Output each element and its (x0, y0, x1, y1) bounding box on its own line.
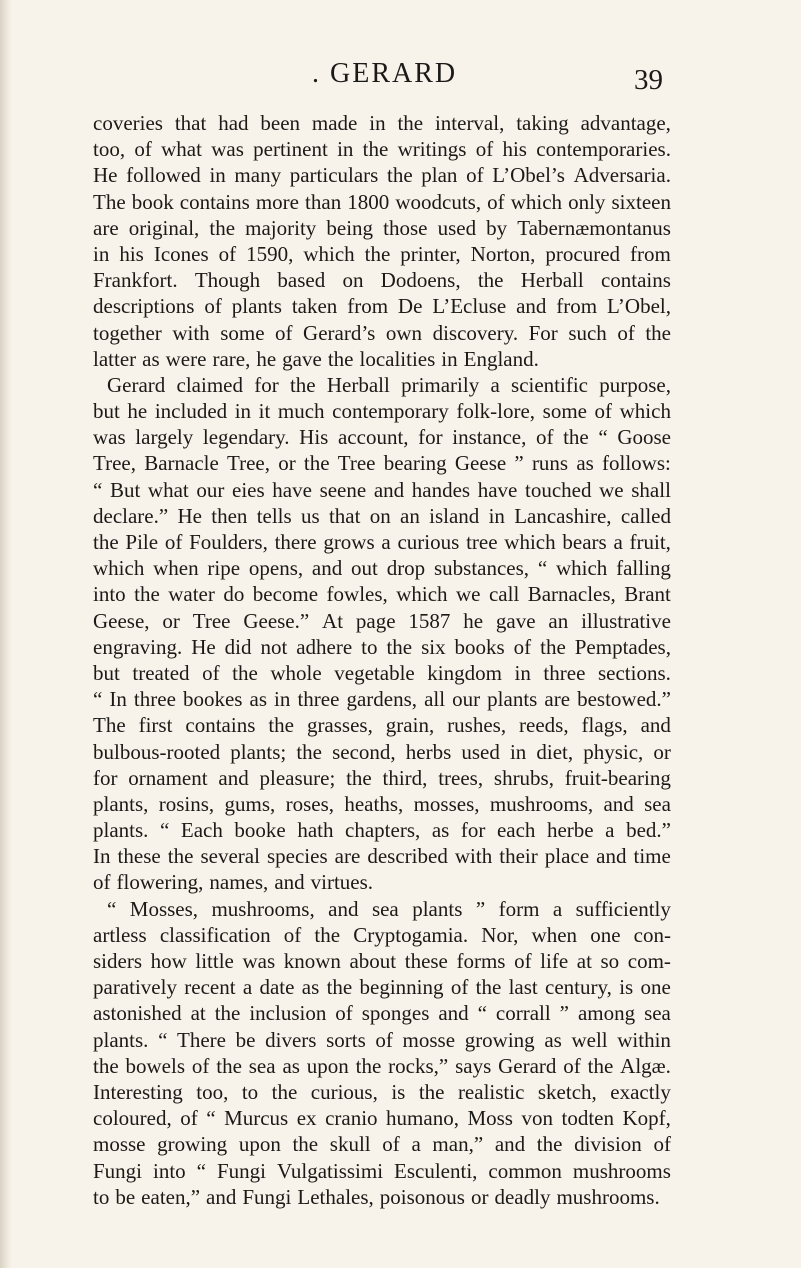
text-line: declare.” He then tells us that on an island in Lancashire, called (93, 503, 671, 528)
italic-title: Adversaria. (573, 163, 671, 188)
text-line: latter as were rare, he gave the localities in England. (93, 346, 539, 371)
text-line: astonished at the inclusion of sponges and “ corrall ” among sea (93, 1001, 671, 1026)
text-line: engraving. He did not adhere to the six books of the Pemptades, (93, 634, 671, 659)
text-line: In these the several species are described with their place and time (93, 844, 671, 869)
text-line: was largely legendary. His account, for instance, of the “ Goose (93, 425, 671, 450)
text-line: He followed in many particulars the plan of L’Obel’s Adversaria. (93, 163, 671, 188)
text-line: siders how little was known about these forms of life at so com- (93, 949, 671, 973)
text-line: to be eaten,” and Fungi Lethales, poisonous or deadly mushrooms. (93, 1184, 660, 1209)
italic-title: Herball (326, 372, 390, 397)
text-line: “ Mosses, mushrooms, and sea plants ” form a sufficiently (107, 896, 671, 921)
text-line: “ In three bookes as in three gardens, all our plants are bestowed.” (93, 687, 671, 712)
page-header (0, 58, 801, 98)
text-line: but he included in it much contemporary folk-lore, some of which (93, 399, 671, 424)
page-edge-shadow (0, 0, 12, 1268)
text-line: plants. “ There be divers sorts of mosse growing as well within (93, 1027, 671, 1052)
text-line: artless classification of the Cryptogamia. Nor, when one con- (93, 922, 671, 947)
text-line: plants. “ Each booke hath chapters, as for each herbe a bed.” (93, 818, 671, 843)
italic-title: Icones (153, 241, 209, 266)
text-line: together with some of Gerard’s own discovery. For such of the (93, 320, 671, 345)
text-line: Fungi into “ Fungi Vulgatissimi Esculenti, common mushrooms (93, 1158, 671, 1183)
text-line: the bowels of the sea as upon the rocks,” says Gerard of the Algæ. (93, 1053, 671, 1078)
text-line: mosse growing upon the skull of a man,” and the division of (93, 1132, 671, 1157)
text-line: into the water do become fowles, which we call Barnacles, Brant (93, 582, 671, 607)
text-line: descriptions of plants taken from De L’Ecluse and from L’Obel, (93, 294, 671, 319)
text-line: Interesting too, to the curious, is the realistic sketch, exactly (93, 1079, 671, 1104)
text-line: coloured, of “ Murcus ex cranio humano, Moss von todten Kopf, (93, 1106, 671, 1131)
text-line: Tree, Barnacle Tree, or the Tree bearing Geese ” runs as follows: (93, 451, 671, 476)
text-line: are original, the majority being those used by Tabernæmontanus (93, 215, 671, 240)
text-line: “ But what our eies have seene and handes have touched we shall (93, 477, 671, 502)
page-number: 39 (634, 64, 663, 96)
text-line: too, of what was pertinent in the writings of his contemporaries. (93, 137, 671, 162)
text-line: of flowering, names, and virtues. (93, 870, 374, 895)
text-line: the Pile of Foulders, there grows a curious tree which bears a fruit, (93, 530, 671, 554)
text-line: Geese, or Tree Geese.” At page 1587 he gave an illustrative (93, 608, 671, 633)
italic-title: Pemptades, (574, 634, 671, 659)
text-line: The first contains the grasses, grain, rushes, reeds, flags, and (93, 713, 671, 738)
running-head: . GERARD (312, 58, 458, 89)
text-line: in his Icones of 1590, which the printer, Norton, procured from (93, 241, 671, 266)
italic-title: Herball (520, 268, 584, 293)
text-line: but treated of the whole vegetable kingdom in three sections. (93, 660, 671, 685)
text-line: plants, rosins, gums, roses, heaths, mosses, mushrooms, and sea (93, 791, 671, 816)
text-line: coveries that had been made in the interval, taking advantage, (93, 111, 671, 135)
text-line: paratively recent a date as the beginning of the last century, is one (93, 975, 671, 1000)
italic-title: Cryptogamia. (353, 922, 469, 947)
body-text (93, 110, 671, 1210)
text-line: for ornament and pleasure; the third, trees, shrubs, fruit-bearing (93, 765, 671, 790)
text-line: Gerard claimed for the Herball primarily a scientific purpose, (107, 372, 671, 397)
text-line: The book contains more than 1800 woodcuts, of which only sixteen (93, 189, 671, 214)
text-line: which when ripe opens, and out drop substances, “ which falling (93, 556, 671, 581)
text-line: Frankfort. Though based on Dodoens, the Herball contains (93, 268, 671, 293)
text-line: bulbous-rooted plants; the second, herbs used in diet, physic, or (93, 739, 671, 764)
